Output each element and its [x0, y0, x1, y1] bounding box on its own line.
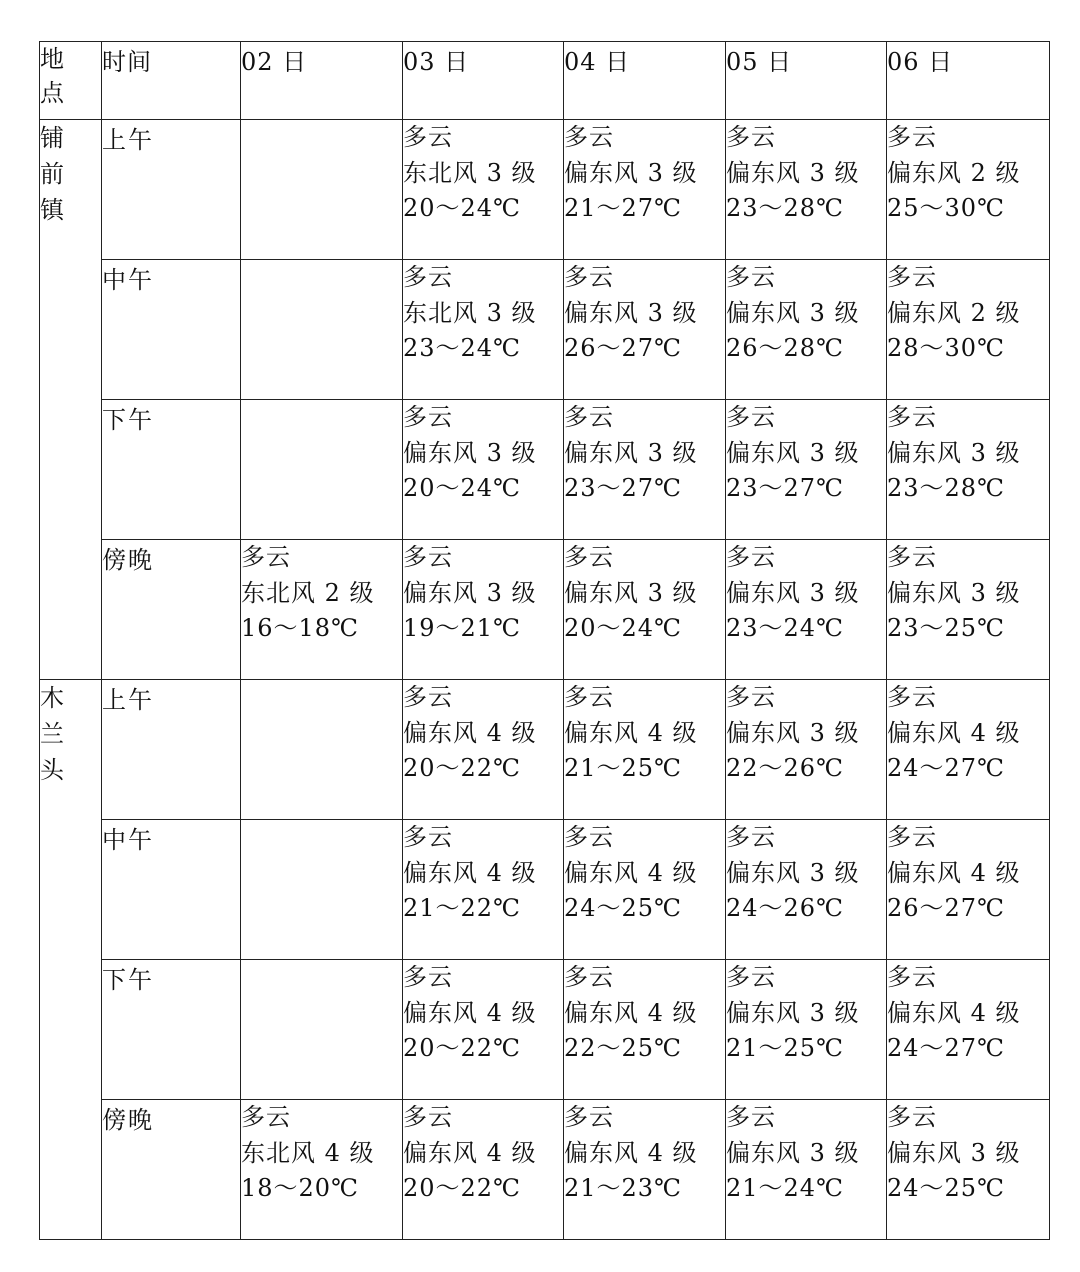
forecast-cell	[403, 1100, 564, 1240]
weather-text: 多云	[403, 543, 453, 571]
forecast-cell	[403, 540, 564, 680]
wind-text: 东北风 3 级	[403, 298, 537, 327]
forecast-table	[39, 41, 1050, 1240]
forecast-cell	[726, 260, 887, 400]
temperature-text: 20～24℃	[403, 474, 521, 502]
forecast-cell	[403, 960, 564, 1100]
wind-text: 偏东风 4 级	[564, 1138, 698, 1167]
wind-text: 东北风 4 级	[241, 1138, 375, 1167]
weather-text: 多云	[241, 1103, 291, 1131]
weather-text: 多云	[887, 263, 937, 291]
weather-text: 多云	[403, 263, 453, 291]
empty-cell	[241, 680, 403, 820]
table-row	[40, 1100, 1050, 1240]
weather-text: 多云	[403, 403, 453, 431]
wind-text: 偏东风 3 级	[726, 578, 860, 607]
weather-text: 多云	[726, 1103, 776, 1131]
temperature-text: 20～22℃	[403, 1174, 521, 1202]
wind-text: 东北风 3 级	[403, 158, 537, 187]
wind-text: 偏东风 3 级	[564, 158, 698, 187]
temperature-text: 24～27℃	[887, 754, 1005, 782]
weather-text: 多云	[564, 963, 614, 991]
wind-text: 偏东风 3 级	[726, 998, 860, 1027]
forecast-cell	[564, 680, 726, 820]
temperature-text: 21～25℃	[564, 754, 682, 782]
forecast-cell	[887, 120, 1050, 260]
period-label: 中午	[102, 820, 241, 960]
wind-text: 偏东风 3 级	[564, 578, 698, 607]
table-row	[40, 540, 1050, 680]
forecast-cell	[887, 540, 1050, 680]
weather-text: 多云	[887, 543, 937, 571]
forecast-cell	[564, 820, 726, 960]
temperature-text: 24～27℃	[887, 1034, 1005, 1062]
forecast-cell	[403, 400, 564, 540]
weather-text: 多云	[564, 823, 614, 851]
forecast-cell	[241, 1100, 403, 1240]
wind-text: 偏东风 3 级	[726, 718, 860, 747]
temperature-text: 22～25℃	[564, 1034, 682, 1062]
date-header-05: 05 日	[726, 42, 887, 120]
temperature-text: 22～26℃	[726, 754, 844, 782]
period-label: 傍晚	[102, 1100, 241, 1240]
weather-text: 多云	[403, 823, 453, 851]
wind-text: 偏东风 3 级	[887, 438, 1021, 467]
wind-text: 偏东风 2 级	[887, 158, 1021, 187]
forecast-cell	[726, 120, 887, 260]
weather-text: 多云	[726, 543, 776, 571]
temperature-text: 21～23℃	[564, 1174, 682, 1202]
wind-text: 偏东风 3 级	[726, 298, 860, 327]
temperature-text: 26～28℃	[726, 334, 844, 362]
temperature-text: 23～24℃	[403, 334, 521, 362]
wind-text: 偏东风 3 级	[564, 438, 698, 467]
temperature-text: 23～24℃	[726, 614, 844, 642]
location-header: 地 点	[40, 42, 102, 120]
forecast-cell	[564, 260, 726, 400]
empty-cell	[241, 120, 403, 260]
wind-text: 偏东风 3 级	[403, 578, 537, 607]
temperature-text: 24～25℃	[887, 1174, 1005, 1202]
temperature-text: 23～27℃	[564, 474, 682, 502]
weather-text: 多云	[564, 403, 614, 431]
forecast-cell	[564, 960, 726, 1100]
weather-text: 多云	[726, 123, 776, 151]
temperature-text: 16～18℃	[241, 614, 359, 642]
location-name-cell: 铺 前 镇	[40, 120, 102, 680]
weather-text: 多云	[887, 683, 937, 711]
forecast-cell	[726, 820, 887, 960]
temperature-text: 20～22℃	[403, 754, 521, 782]
temperature-text: 26～27℃	[564, 334, 682, 362]
weather-text: 多云	[564, 123, 614, 151]
wind-text: 偏东风 3 级	[887, 1138, 1021, 1167]
forecast-cell	[726, 540, 887, 680]
forecast-cell	[403, 680, 564, 820]
forecast-cell	[403, 260, 564, 400]
forecast-cell	[887, 260, 1050, 400]
temperature-text: 23～28℃	[887, 474, 1005, 502]
empty-cell	[241, 960, 403, 1100]
weather-text: 多云	[726, 263, 776, 291]
temperature-text: 21～27℃	[564, 194, 682, 222]
temperature-text: 28～30℃	[887, 334, 1005, 362]
empty-cell	[241, 400, 403, 540]
empty-cell	[241, 260, 403, 400]
wind-text: 偏东风 3 级	[564, 298, 698, 327]
weather-text: 多云	[403, 683, 453, 711]
table-row	[40, 960, 1050, 1100]
period-label: 下午	[102, 960, 241, 1100]
table-header	[40, 42, 1050, 120]
wind-text: 偏东风 3 级	[726, 1138, 860, 1167]
period-label: 下午	[102, 400, 241, 540]
date-header-04: 04 日	[564, 42, 726, 120]
table-row	[40, 680, 1050, 820]
temperature-text: 21～22℃	[403, 894, 521, 922]
weather-text: 多云	[887, 1103, 937, 1131]
wind-text: 偏东风 4 级	[403, 1138, 537, 1167]
weather-text: 多云	[564, 683, 614, 711]
temperature-text: 23～28℃	[726, 194, 844, 222]
temperature-text: 23～25℃	[887, 614, 1005, 642]
forecast-cell	[887, 820, 1050, 960]
wind-text: 偏东风 2 级	[887, 298, 1021, 327]
period-label: 上午	[102, 120, 241, 260]
wind-text: 偏东风 3 级	[726, 438, 860, 467]
wind-text: 偏东风 4 级	[403, 718, 537, 747]
forecast-cell	[403, 120, 564, 260]
wind-text: 偏东风 3 级	[403, 438, 537, 467]
wind-text: 偏东风 4 级	[887, 998, 1021, 1027]
temperature-text: 21～25℃	[726, 1034, 844, 1062]
table-row	[40, 400, 1050, 540]
table-body	[40, 120, 1050, 1240]
weather-text: 多云	[726, 963, 776, 991]
weather-text: 多云	[887, 823, 937, 851]
forecast-cell	[564, 400, 726, 540]
forecast-cell	[564, 540, 726, 680]
wind-text: 偏东风 3 级	[726, 158, 860, 187]
forecast-cell	[564, 1100, 726, 1240]
temperature-text: 23～27℃	[726, 474, 844, 502]
location-name-cell: 木 兰 头	[40, 680, 102, 1240]
forecast-cell	[726, 680, 887, 820]
wind-text: 偏东风 3 级	[887, 578, 1021, 607]
temperature-text: 19～21℃	[403, 614, 521, 642]
forecast-cell	[564, 120, 726, 260]
period-label: 傍晚	[102, 540, 241, 680]
forecast-cell	[887, 960, 1050, 1100]
period-label: 中午	[102, 260, 241, 400]
temperature-text: 20～22℃	[403, 1034, 521, 1062]
date-header-02: 02 日	[241, 42, 403, 120]
temperature-text: 21～24℃	[726, 1174, 844, 1202]
temperature-text: 20～24℃	[564, 614, 682, 642]
table-row	[40, 820, 1050, 960]
forecast-cell	[241, 540, 403, 680]
wind-text: 偏东风 4 级	[564, 998, 698, 1027]
wind-text: 偏东风 4 级	[887, 858, 1021, 887]
weather-text: 多云	[241, 543, 291, 571]
weather-text: 多云	[403, 123, 453, 151]
wind-text: 东北风 2 级	[241, 578, 375, 607]
weather-text: 多云	[726, 823, 776, 851]
forecast-cell	[887, 680, 1050, 820]
forecast-cell	[726, 1100, 887, 1240]
weather-text: 多云	[726, 683, 776, 711]
forecast-cell	[887, 400, 1050, 540]
wind-text: 偏东风 3 级	[726, 858, 860, 887]
period-label: 上午	[102, 680, 241, 820]
forecast-cell	[403, 820, 564, 960]
weather-text: 多云	[403, 1103, 453, 1131]
weather-text: 多云	[564, 1103, 614, 1131]
date-header-06: 06 日	[887, 42, 1050, 120]
empty-cell	[241, 820, 403, 960]
temperature-text: 26～27℃	[887, 894, 1005, 922]
time-header: 时间	[102, 42, 241, 120]
weather-text: 多云	[887, 123, 937, 151]
temperature-text: 24～26℃	[726, 894, 844, 922]
weather-text: 多云	[564, 263, 614, 291]
forecast-cell	[726, 960, 887, 1100]
wind-text: 偏东风 4 级	[887, 718, 1021, 747]
weather-text: 多云	[887, 963, 937, 991]
forecast-cell	[726, 400, 887, 540]
temperature-text: 24～25℃	[564, 894, 682, 922]
temperature-text: 20～24℃	[403, 194, 521, 222]
wind-text: 偏东风 4 级	[564, 718, 698, 747]
header-row	[40, 42, 1050, 120]
weather-text: 多云	[564, 543, 614, 571]
forecast-cell	[887, 1100, 1050, 1240]
table-row	[40, 120, 1050, 260]
weather-text: 多云	[403, 963, 453, 991]
wind-text: 偏东风 4 级	[403, 858, 537, 887]
date-header-03: 03 日	[403, 42, 564, 120]
wind-text: 偏东风 4 级	[403, 998, 537, 1027]
weather-text: 多云	[726, 403, 776, 431]
table-row	[40, 260, 1050, 400]
temperature-text: 18～20℃	[241, 1174, 359, 1202]
temperature-text: 25～30℃	[887, 194, 1005, 222]
wind-text: 偏东风 4 级	[564, 858, 698, 887]
weather-text: 多云	[887, 403, 937, 431]
